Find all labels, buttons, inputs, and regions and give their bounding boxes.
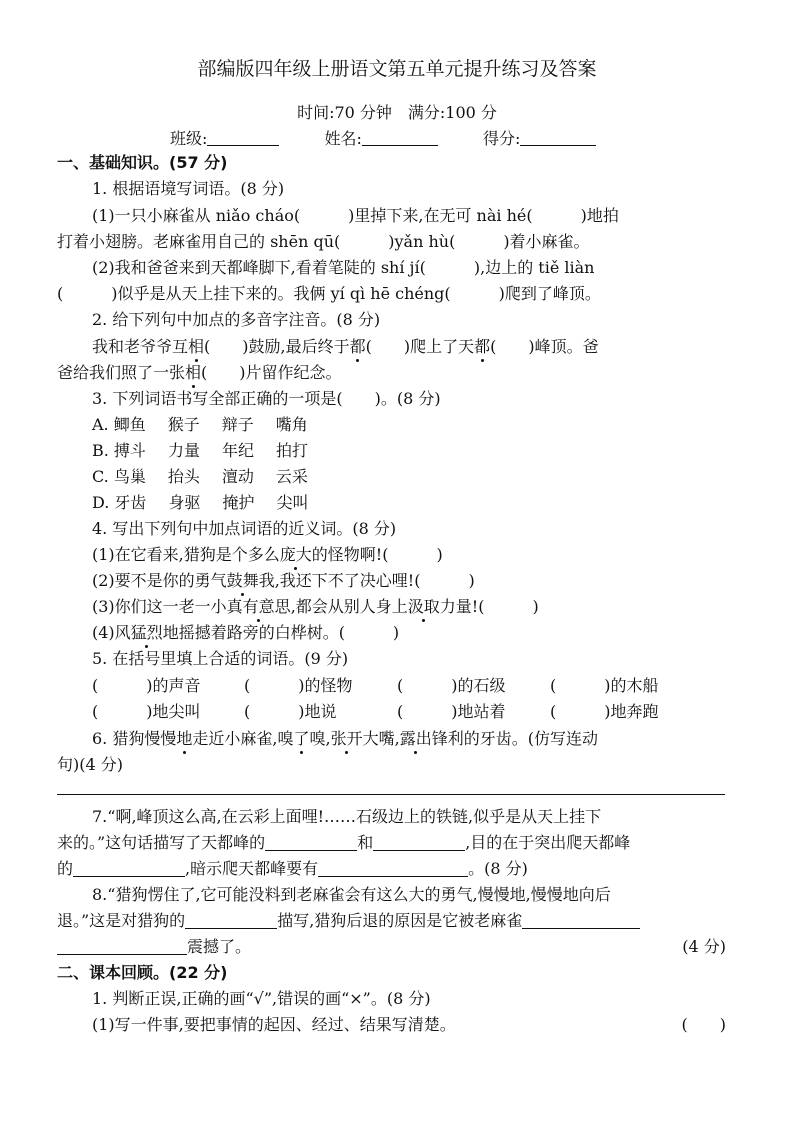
- dotted-word: 慢慢地走近: [144, 729, 225, 748]
- dotted-char: 相: [185, 363, 202, 382]
- dotted-char: 相: [188, 337, 205, 356]
- score-field[interactable]: [520, 129, 596, 146]
- q5-item: ( )地尖叫: [92, 702, 201, 721]
- dotted-word: 汲取: [407, 597, 440, 616]
- section-1-heading: 一、基础知识。(57 分): [57, 153, 228, 172]
- exam-meta: 时间:70 分钟 满分:100 分: [297, 103, 497, 122]
- q3-option-d: D. 牙齿 身驱 掩护 尖叫: [92, 493, 309, 512]
- q2-text: 爸给我们照了一张: [57, 363, 186, 382]
- page-title: 部编版四年级上册语文第五单元提升练习及答案: [197, 58, 597, 80]
- dotted-word: 猛烈: [130, 623, 163, 642]
- q5-item: ( )地说: [244, 702, 337, 721]
- q5-item: ( )地奔跑: [550, 702, 659, 721]
- q8-line: 震撼了。: [57, 936, 251, 958]
- q8-points: (4 分): [682, 937, 726, 956]
- dotted-word: 真有意思: [226, 597, 291, 616]
- q6-line: 句)(4 分): [57, 755, 123, 774]
- q5-item: ( )的木船: [550, 676, 659, 695]
- class-field[interactable]: [207, 129, 279, 146]
- dotted-word: 露出: [399, 729, 432, 748]
- answer-blank[interactable]: [73, 860, 185, 877]
- q4-line: (1)在它看来,猎狗是个多么庞大的怪物啊!( ): [92, 545, 443, 564]
- q3-option-c: C. 鸟巢 抬头 澶动 云采: [92, 467, 308, 486]
- q6-line: 6. 猎狗慢慢地走近小麻雀,嗅了嗅,张开大嘴,露出锋利的牙齿。(仿写连动: [92, 729, 598, 748]
- q2-text: ( )峰顶。爸: [490, 337, 599, 356]
- q3-option-a: A. 鲫鱼 猴子 辩子 嘴角: [92, 415, 308, 434]
- q1-line: (2)我和爸爸来到天都峰脚下,看着笔陡的 shí jí( ),边上的 tiě liàn: [92, 258, 595, 277]
- dotted-word: 张开: [330, 729, 363, 748]
- answer-blank[interactable]: [373, 834, 465, 851]
- q2-text: ( )鼓励,最后终于: [204, 337, 350, 356]
- q7-line: 来的。”这句话描写了天都峰的 和 ,目的在于突出爬天都峰: [57, 833, 631, 852]
- q7-line: 7.“啊,峰顶这么高,在云彩上面哩!……石级边上的铁链,似乎是从天上挂下: [92, 807, 602, 826]
- answer-blank[interactable]: [185, 912, 277, 929]
- q4-line: (4)风猛烈地摇撼着路旁的白桦树。( ): [92, 623, 400, 642]
- q5-item: ( )地站着: [397, 702, 506, 721]
- dotted-char: 都: [349, 337, 366, 356]
- section-2-heading: 二、课本回顾。(22 分): [57, 963, 228, 982]
- q5-item: ( )的怪物: [244, 676, 353, 695]
- r1-answer-mark[interactable]: ( ): [681, 1015, 726, 1034]
- answer-blank[interactable]: [265, 834, 357, 851]
- q2-text: ( )爬上了天: [365, 337, 475, 356]
- q1-line: 打着小翅膀。老麻雀用自己的 shēn qū( )yǎn hù( )着小麻雀。: [57, 232, 590, 251]
- q8-line: 8.“猎狗愣住了,它可能没料到老麻雀会有这么大的勇气,慢慢地,慢慢地向后: [92, 885, 611, 904]
- q4-line: (3)你们这一老一小真有意思,都会从别人身上汲取力量!( ): [92, 597, 539, 616]
- q6-answer-line[interactable]: [57, 794, 725, 795]
- q1-line: ( )似乎是从天上挂下来的。我俩 yí qì hē chéng( )爬到了峰顶。: [57, 284, 601, 303]
- r1-line: (1)写一件事,要把事情的起因、经过、结果写清楚。: [92, 1015, 456, 1034]
- answer-blank[interactable]: [57, 938, 187, 955]
- q2-line: [92, 336, 599, 358]
- dotted-word: 庞大: [279, 545, 312, 564]
- q8-line: 退。”这是对猎狗的 描写,猎狗后退的原因是它被老麻雀: [57, 910, 640, 932]
- score-label: 得分:: [483, 129, 521, 148]
- q2-text: 我和老爷爷互: [92, 337, 189, 356]
- class-label: 班级:: [170, 129, 208, 148]
- q2-heading: 2. 给下列句中加点的多音字注音。(8 分): [92, 310, 381, 329]
- q2-line: [57, 362, 342, 384]
- answer-blank[interactable]: [522, 912, 640, 929]
- q5-heading: 5. 在括号里填上合适的词语。(9 分): [92, 649, 349, 668]
- q1-line: (1)一只小麻雀从 niǎo cháo( )里掉下来,在无可 nài hé( )地拍: [92, 206, 619, 225]
- q3-heading: 3. 下列词语书写全部正确的一项是( )。(8 分): [92, 389, 441, 408]
- q3-option-b: B. 搏斗 力量 年纪 拍打: [92, 441, 308, 460]
- dotted-word: 鼓舞: [226, 571, 259, 590]
- q7-line: 的 ,暗示爬天都峰要有 。(8 分): [57, 859, 528, 878]
- q5-item: ( )的声音: [92, 676, 201, 695]
- answer-blank[interactable]: [318, 860, 468, 877]
- q2-text: ( )片留作纪念。: [201, 363, 342, 382]
- r1-heading: 1. 判断正误,正确的画“√”,错误的画“×”。(8 分): [92, 989, 431, 1008]
- q5-item: ( )的石级: [397, 676, 506, 695]
- name-label: 姓名:: [324, 129, 362, 148]
- student-fields: [170, 128, 636, 150]
- q1-heading: 1. 根据语境写词语。(8 分): [92, 179, 285, 198]
- dotted-word: 嗅了嗅: [277, 729, 326, 748]
- name-field[interactable]: [362, 129, 438, 146]
- q4-line: (2)要不是你的勇气鼓舞我,我还下不了决心哩!( ): [92, 571, 475, 590]
- q4-heading: 4. 写出下列句中加点词语的近义词。(8 分): [92, 519, 397, 538]
- dotted-char: 都: [474, 337, 491, 356]
